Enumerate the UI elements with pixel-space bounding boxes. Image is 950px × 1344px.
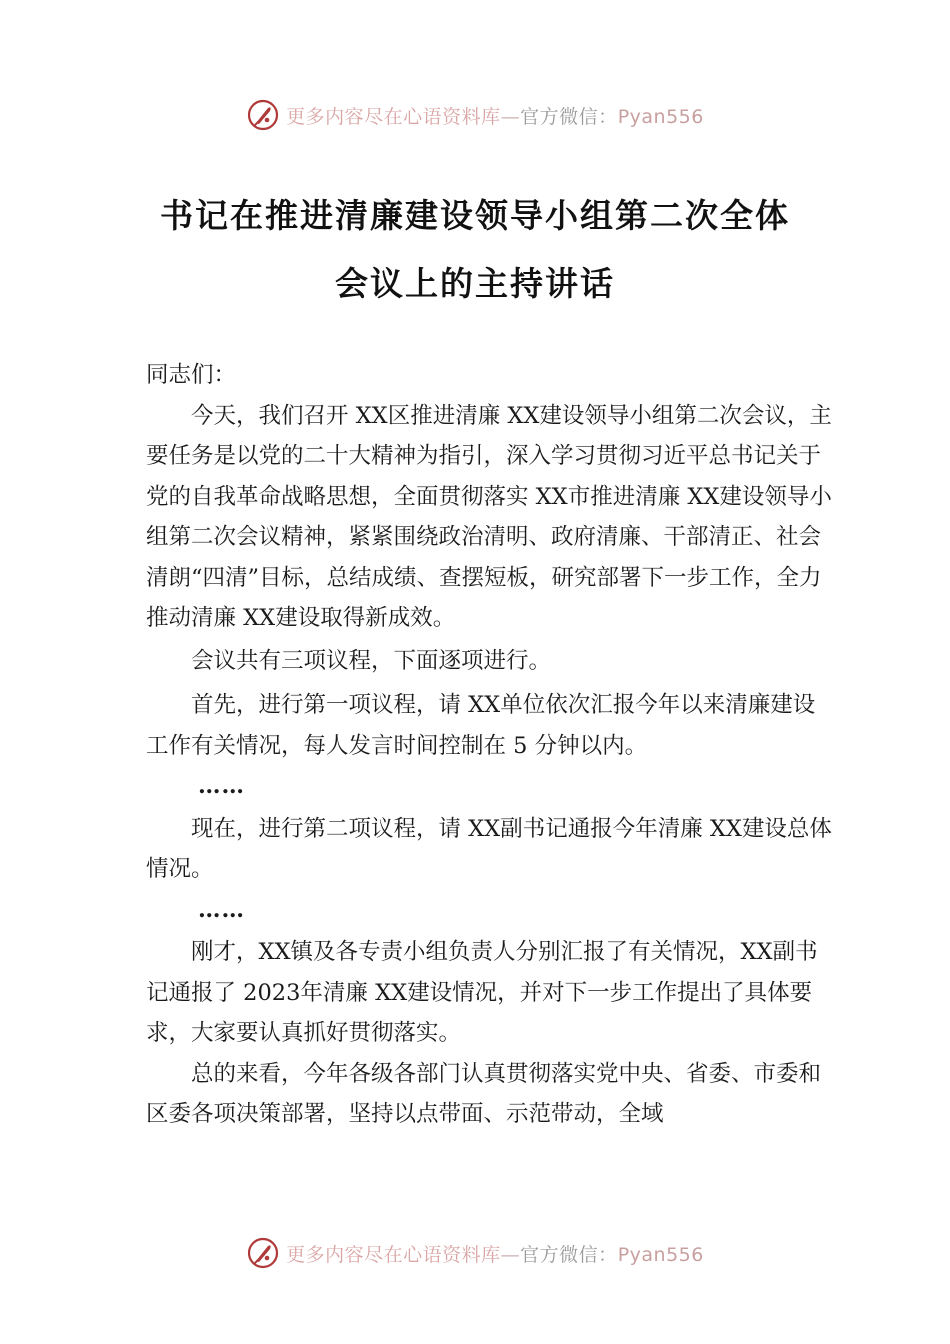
paragraph: 首先，进行第一项议程，请 XX单位依次汇报今年以来清廉建设工作有关情况，每人发言时间控制在 5 分钟以内。 [146,692,816,759]
paragraph: 会议共有三项议程，下面逐项进行。 [191,647,552,674]
greeting: 同志们： [146,362,237,388]
quill-pen-logo-icon [246,1236,280,1270]
banner-lead-text: 更多内容尽在心语资料库 [286,1243,501,1266]
quill-pen-logo-icon [246,98,280,132]
document-title-line-2: 会议上的主持讲话 [335,264,615,303]
ellipsis-separator: …… [198,896,245,923]
banner-dash: — [500,105,521,128]
ellipsis-separator: …… [198,773,245,799]
banner-wechat-id: Pyan556 [617,105,704,128]
banner-dash: — [500,1243,521,1266]
paragraph: 今天，我们召开 XX区推进清廉 XX建设领导小组第二次会议，主要任务是以党的二十大精神为指引，深入学习贯彻习近平总书记关于党的自我革命战略思想，全面贯彻落实 XX市推进清廉 XX建设领导小组第二次会议精神，紧紧围绕政治清明、政府清廉、干部清正、社会清朗“四清”目标，总结成绩、查摆短板，研究部署下一步工作，全力推动清廉 XX建设取得新成效。 [146,402,832,631]
document-body [146,355,836,1135]
banner-lead-text: 更多内容尽在心语资料库 [286,105,501,128]
paragraph: 刚才，XX镇及各专责小组负责人分别汇报了有关情况，XX副书记通报了 2023年清廉 XX建设情况，并对下一步工作提出了具体要求，大家要认真抓好贯彻落实。 [146,939,818,1046]
document-title-line-1: 书记在推进清廉建设领导小组第二次全体 [160,196,790,235]
paragraph: 总的来看，今年各级各部门认真贯彻落实党中央、省委、市委和区委各项决策部署，坚持以点带面、示范带动，全域 [146,1060,822,1127]
header-banner [0,95,950,135]
banner-wechat-label: 官方微信： [520,1243,618,1266]
banner-wechat-label: 官方微信： [520,105,618,128]
paragraph: 现在，进行第二项议程，请 XX副书记通报今年清廉 XX建设总体情况。 [146,815,832,882]
footer-banner [0,1233,950,1273]
banner-wechat-id: Pyan556 [617,1243,704,1266]
